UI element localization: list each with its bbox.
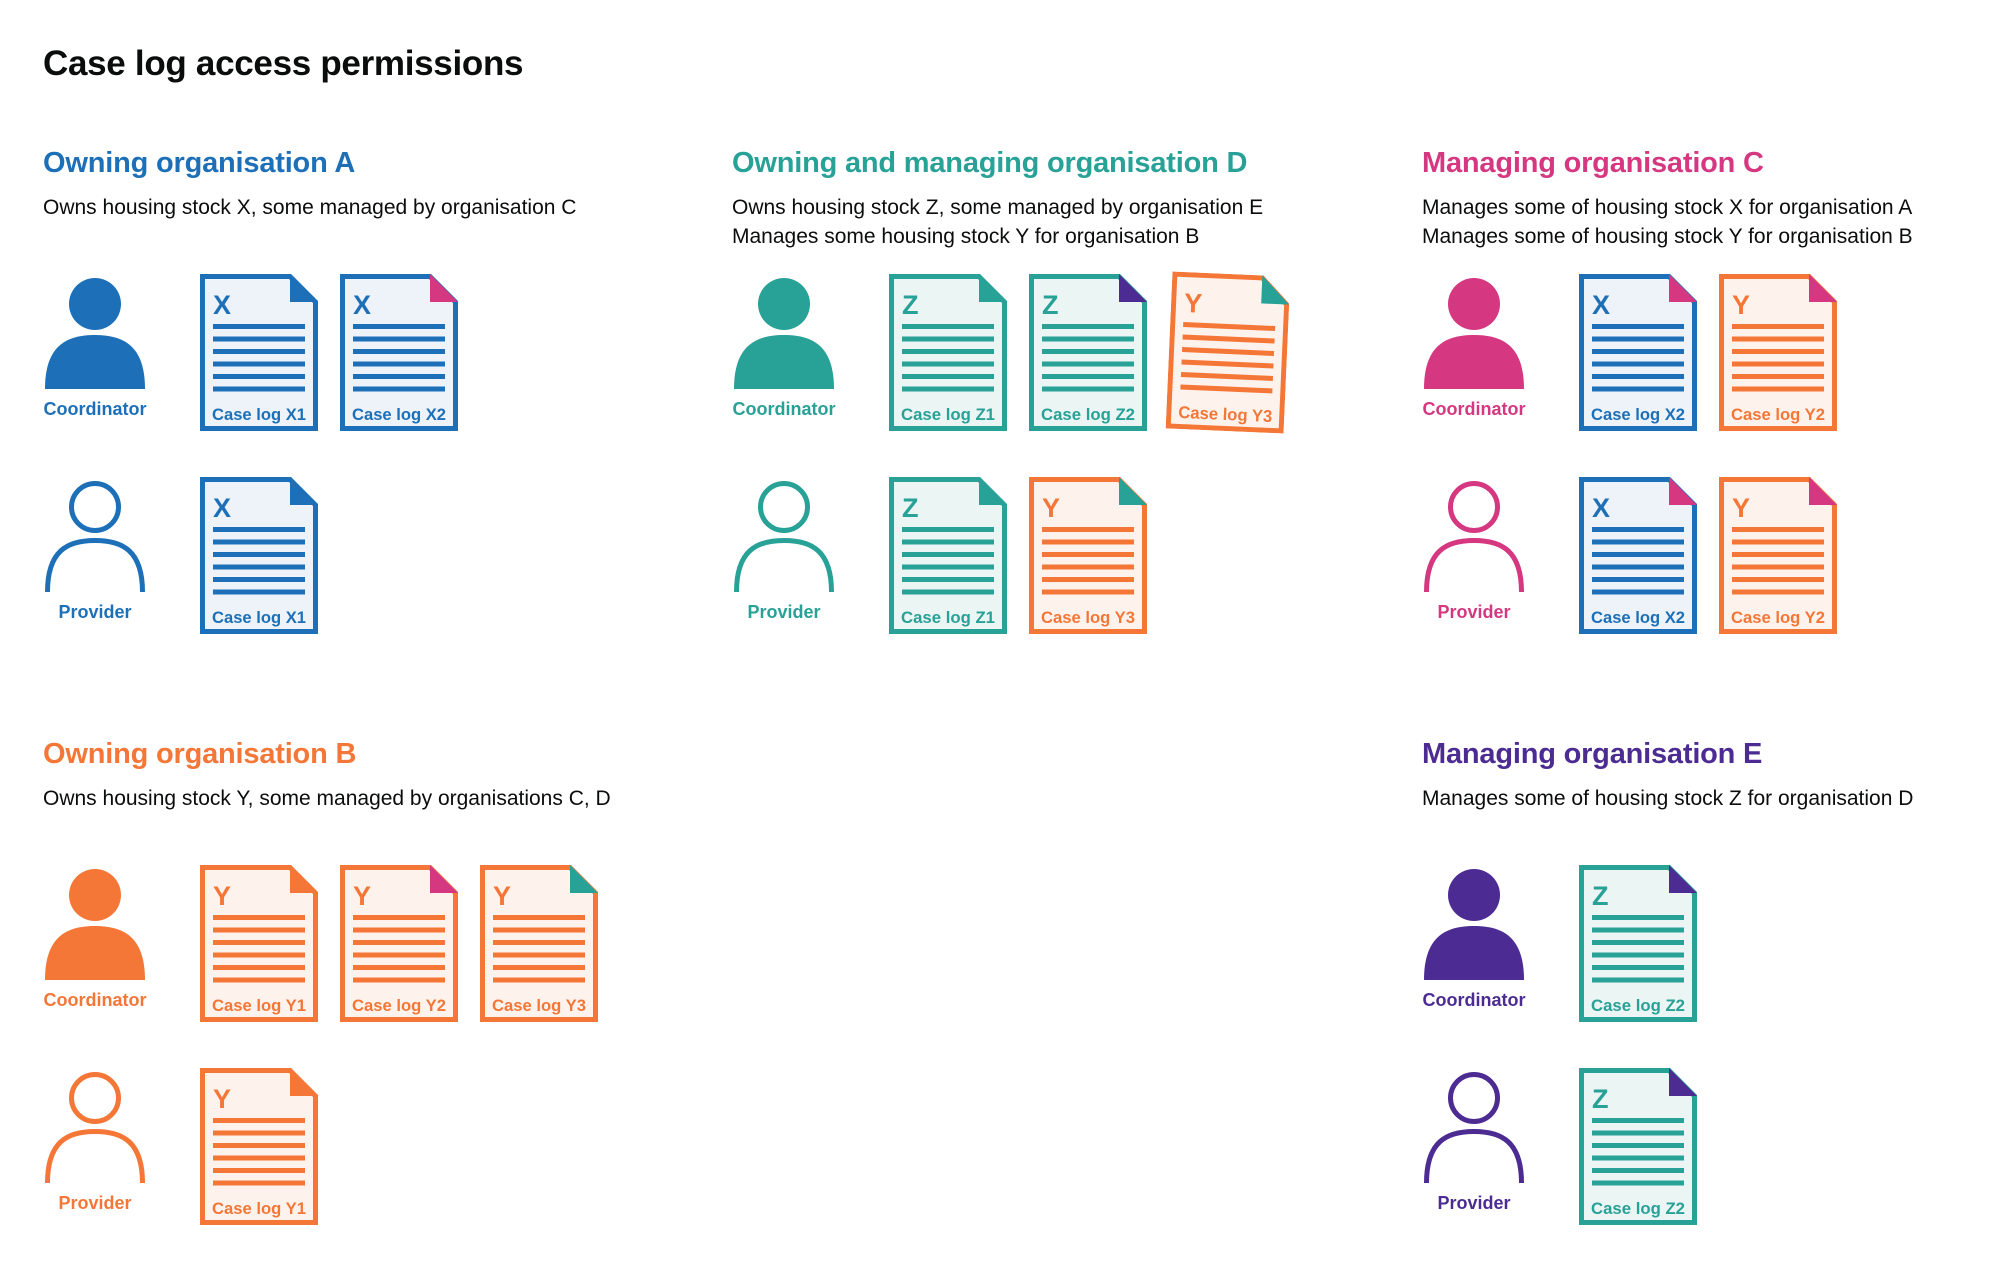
document-text-line xyxy=(213,374,305,379)
stock-letter: Z xyxy=(902,493,919,523)
coordinator-figure xyxy=(1422,274,1579,420)
folded-corner xyxy=(430,865,458,893)
document-text-line xyxy=(353,337,445,342)
provider-row xyxy=(43,1068,732,1225)
document-text-line xyxy=(1732,540,1824,545)
case-log-label: Case log X1 xyxy=(212,405,306,424)
role-label: Provider xyxy=(1437,602,1511,622)
folded-corner xyxy=(1669,1068,1697,1096)
case-log-docs xyxy=(1579,1068,1697,1225)
case-log-docs xyxy=(200,1068,318,1225)
section-owning-organisation-a xyxy=(43,147,732,634)
document-text-line xyxy=(213,1168,305,1173)
provider-row xyxy=(43,477,732,634)
section-description-line: Manages some of housing stock Y for organisation B xyxy=(1422,225,1913,248)
case-log-label: Case log Y2 xyxy=(1731,405,1825,424)
doc-case-log-x2 xyxy=(1579,274,1697,431)
document-text-line xyxy=(902,552,994,557)
document-text-line xyxy=(493,915,585,920)
folded-corner xyxy=(979,477,1007,505)
document-text-line xyxy=(213,552,305,557)
person-outline-icon xyxy=(732,480,836,592)
provider-row xyxy=(732,477,1422,634)
document-text-line xyxy=(1042,527,1134,532)
page-title: Case log access permissions xyxy=(43,44,524,83)
doc-case-log-y2 xyxy=(1719,477,1837,634)
document-text-line xyxy=(1732,374,1824,379)
section-description xyxy=(43,784,732,865)
section-description-line: Owns housing stock Z, some managed by organisation E xyxy=(732,196,1264,219)
document-text-line xyxy=(493,978,585,983)
document-text-line xyxy=(213,915,305,920)
case-log-document-icon xyxy=(200,477,318,634)
provider-figure xyxy=(43,1068,200,1214)
section-owning-organisation-b xyxy=(43,738,732,1225)
person-outline-icon xyxy=(1422,1071,1526,1183)
document-text-line xyxy=(353,387,445,392)
case-log-document-icon xyxy=(1029,477,1147,634)
case-log-label: Case log Z2 xyxy=(1591,996,1685,1015)
document-text-line xyxy=(213,1181,305,1186)
doc-case-log-z1 xyxy=(889,274,1007,431)
case-log-document-icon xyxy=(889,274,1007,431)
document-text-line xyxy=(213,1118,305,1123)
folded-corner xyxy=(979,274,1007,302)
doc-case-log-y2 xyxy=(1719,274,1837,431)
case-log-document-icon xyxy=(200,274,318,431)
document-text-line xyxy=(1592,362,1684,367)
document-text-line xyxy=(1732,349,1824,354)
document-text-line xyxy=(353,953,445,958)
coordinator-figure xyxy=(732,274,889,420)
person-filled-icon xyxy=(1422,868,1526,980)
document-text-line xyxy=(1592,374,1684,379)
document-text-line xyxy=(353,349,445,354)
coordinator-row xyxy=(43,865,732,1022)
case-log-label: Case log Y2 xyxy=(352,996,446,1015)
case-log-document-icon xyxy=(200,1068,318,1225)
section-description xyxy=(1422,193,1960,274)
stock-letter: X xyxy=(1592,493,1611,523)
person-filled-icon xyxy=(43,868,147,980)
document-text-line xyxy=(1042,577,1134,582)
case-log-document-icon xyxy=(1579,1068,1697,1225)
document-text-line xyxy=(1592,965,1684,970)
document-text-line xyxy=(1732,552,1824,557)
document-text-line xyxy=(1592,540,1684,545)
case-log-label: Case log X2 xyxy=(1591,405,1685,424)
document-text-line xyxy=(1042,324,1134,329)
document-text-line xyxy=(1042,362,1134,367)
document-text-line xyxy=(353,940,445,945)
stock-letter: Y xyxy=(493,881,512,911)
document-text-line xyxy=(213,527,305,532)
coordinator-row xyxy=(732,274,1422,431)
role-label: Provider xyxy=(747,602,821,622)
case-log-label: Case log X2 xyxy=(352,405,446,424)
provider-row xyxy=(1422,477,1960,634)
document-text-line xyxy=(1592,978,1684,983)
document-text-line xyxy=(1592,940,1684,945)
document-text-line xyxy=(353,324,445,329)
doc-case-log-y3 xyxy=(480,865,598,1022)
case-log-label: Case log X1 xyxy=(212,608,306,627)
doc-case-log-z2 xyxy=(1579,865,1697,1022)
document-text-line xyxy=(902,590,994,595)
stock-letter: Y xyxy=(353,881,372,911)
document-text-line xyxy=(1732,527,1824,532)
role-label: Provider xyxy=(1437,1193,1511,1213)
stock-letter: X xyxy=(213,290,232,320)
document-text-line xyxy=(1592,1156,1684,1161)
section-heading: Managing organisation E xyxy=(1422,738,1763,770)
document-text-line xyxy=(1592,1168,1684,1173)
stock-letter: X xyxy=(1592,290,1611,320)
document-text-line xyxy=(902,349,994,354)
person-filled-icon xyxy=(1422,277,1526,389)
folded-corner xyxy=(430,274,458,302)
document-text-line xyxy=(213,577,305,582)
stock-letter: Y xyxy=(1183,288,1203,319)
section-description xyxy=(732,193,1422,274)
document-text-line xyxy=(213,1143,305,1148)
document-text-line xyxy=(1732,337,1824,342)
doc-case-log-z1 xyxy=(889,477,1007,634)
case-log-docs xyxy=(1579,477,1837,634)
document-text-line xyxy=(902,324,994,329)
doc-case-log-y1 xyxy=(200,865,318,1022)
case-log-docs xyxy=(200,477,318,634)
document-text-line xyxy=(1592,1181,1684,1186)
folded-corner xyxy=(290,865,318,893)
document-text-line xyxy=(1732,590,1824,595)
document-text-line xyxy=(1042,387,1134,392)
document-text-line xyxy=(1732,387,1824,392)
document-text-line xyxy=(1592,324,1684,329)
case-log-document-icon xyxy=(340,865,458,1022)
coordinator-row xyxy=(1422,274,1960,431)
document-text-line xyxy=(353,915,445,920)
stock-letter: Y xyxy=(213,1084,232,1114)
case-log-document-icon xyxy=(1719,274,1837,431)
role-label: Coordinator xyxy=(732,399,836,419)
document-text-line xyxy=(1042,565,1134,570)
provider-figure xyxy=(1422,477,1579,623)
case-log-label: Case log Y3 xyxy=(492,996,586,1015)
doc-case-log-x2 xyxy=(340,274,458,431)
section-description xyxy=(1422,784,1960,865)
person-filled-icon xyxy=(732,277,836,389)
case-log-docs xyxy=(1579,274,1837,431)
document-text-line xyxy=(1592,1118,1684,1123)
person-outline-icon xyxy=(43,480,147,592)
document-text-line xyxy=(1592,387,1684,392)
document-text-line xyxy=(1592,928,1684,933)
document-text-line xyxy=(1592,337,1684,342)
case-log-document-icon xyxy=(1579,274,1697,431)
section-description-line: Manages some of housing stock X for organisation A xyxy=(1422,196,1913,219)
case-log-document-icon xyxy=(340,274,458,431)
doc-case-log-z2 xyxy=(1029,274,1147,431)
stock-letter: Z xyxy=(1042,290,1059,320)
document-text-line xyxy=(353,362,445,367)
document-text-line xyxy=(902,577,994,582)
doc-case-log-z2 xyxy=(1579,1068,1697,1225)
document-text-line xyxy=(353,965,445,970)
role-label: Coordinator xyxy=(43,990,147,1010)
section-owning-and-managing-organisation-d xyxy=(732,147,1422,634)
role-label: Provider xyxy=(58,1193,132,1213)
coordinator-figure xyxy=(1422,865,1579,1011)
coordinator-figure xyxy=(43,274,200,420)
case-log-document-icon xyxy=(1579,477,1697,634)
document-text-line xyxy=(1592,590,1684,595)
case-log-document-icon xyxy=(200,865,318,1022)
document-text-line xyxy=(493,965,585,970)
document-text-line xyxy=(1732,565,1824,570)
role-label: Provider xyxy=(58,602,132,622)
coordinator-row xyxy=(43,274,732,431)
section-managing-organisation-e xyxy=(1422,738,1960,1225)
document-text-line xyxy=(213,1131,305,1136)
document-text-line xyxy=(1592,915,1684,920)
case-log-label: Case log Y2 xyxy=(1731,608,1825,627)
document-text-line xyxy=(213,387,305,392)
provider-figure xyxy=(1422,1068,1579,1214)
section-description-line: Owns housing stock X, some managed by organisation C xyxy=(43,196,577,219)
section-heading: Owning and managing organisation D xyxy=(732,147,1248,179)
case-log-label: Case log Z2 xyxy=(1041,405,1135,424)
document-text-line xyxy=(902,540,994,545)
document-text-line xyxy=(1592,1131,1684,1136)
provider-figure xyxy=(732,477,889,623)
document-text-line xyxy=(1042,337,1134,342)
doc-case-log-x1 xyxy=(200,477,318,634)
section-description xyxy=(43,193,732,274)
case-log-docs xyxy=(200,274,458,431)
role-label: Coordinator xyxy=(1422,399,1526,419)
role-label: Coordinator xyxy=(1422,990,1526,1010)
case-log-docs xyxy=(889,477,1147,634)
document-text-line xyxy=(902,565,994,570)
case-log-label: Case log Y3 xyxy=(1041,608,1135,627)
folded-corner xyxy=(290,274,318,302)
document-text-line xyxy=(213,978,305,983)
doc-case-log-x2 xyxy=(1579,477,1697,634)
document-text-line xyxy=(1592,565,1684,570)
case-log-document-icon xyxy=(1166,272,1291,434)
document-text-line xyxy=(213,540,305,545)
document-text-line xyxy=(1042,590,1134,595)
document-text-line xyxy=(1732,362,1824,367)
person-filled-icon xyxy=(43,277,147,389)
section-description-line: Owns housing stock Y, some managed by organisations C, D xyxy=(43,787,611,810)
stock-letter: Z xyxy=(1592,1084,1609,1114)
section-description-line: Manages some of housing stock Z for organisation D xyxy=(1422,787,1914,810)
document-text-line xyxy=(493,940,585,945)
case-log-label: Case log Y1 xyxy=(212,1199,306,1218)
document-text-line xyxy=(1732,577,1824,582)
stock-letter: X xyxy=(353,290,372,320)
document-text-line xyxy=(353,928,445,933)
doc-case-log-y2 xyxy=(340,865,458,1022)
doc-case-log-y1 xyxy=(200,1068,318,1225)
stock-letter: Y xyxy=(1732,493,1751,523)
document-text-line xyxy=(493,953,585,958)
coordinator-row xyxy=(1422,865,1960,1022)
document-text-line xyxy=(213,337,305,342)
doc-case-log-y3 xyxy=(1029,477,1147,634)
document-text-line xyxy=(213,1156,305,1161)
document-text-line xyxy=(1592,552,1684,557)
provider-row xyxy=(1422,1068,1960,1225)
stock-letter: X xyxy=(213,493,232,523)
doc-case-log-y3 xyxy=(1166,272,1291,434)
person-outline-icon xyxy=(43,1071,147,1183)
case-log-label: Case log Z1 xyxy=(901,405,995,424)
document-text-line xyxy=(1042,374,1134,379)
document-text-line xyxy=(1592,349,1684,354)
case-log-label: Case log Y3 xyxy=(1177,402,1275,427)
sections-grid xyxy=(43,147,1960,1225)
role-label: Coordinator xyxy=(43,399,147,419)
document-text-line xyxy=(902,527,994,532)
section-managing-organisation-c xyxy=(1422,147,1960,634)
person-outline-icon xyxy=(1422,480,1526,592)
document-text-line xyxy=(213,953,305,958)
document-text-line xyxy=(213,324,305,329)
document-text-line xyxy=(353,374,445,379)
provider-figure xyxy=(43,477,200,623)
case-log-document-icon xyxy=(889,477,1007,634)
document-text-line xyxy=(1592,1143,1684,1148)
document-text-line xyxy=(493,928,585,933)
section-description-line: Manages some housing stock Y for organisation B xyxy=(732,225,1200,248)
document-text-line xyxy=(1592,527,1684,532)
document-text-line xyxy=(213,349,305,354)
stock-letter: Y xyxy=(1732,290,1751,320)
document-text-line xyxy=(213,965,305,970)
coordinator-figure xyxy=(43,865,200,1011)
document-text-line xyxy=(353,978,445,983)
case-log-label: Case log X2 xyxy=(1591,608,1685,627)
case-log-label: Case log Z1 xyxy=(901,608,995,627)
stock-letter: Y xyxy=(1042,493,1061,523)
case-log-document-icon xyxy=(1579,865,1697,1022)
section-heading: Owning organisation B xyxy=(43,738,357,770)
document-text-line xyxy=(1732,324,1824,329)
case-log-document-icon xyxy=(1029,274,1147,431)
document-text-line xyxy=(1042,552,1134,557)
folded-corner xyxy=(570,865,598,893)
document-text-line xyxy=(213,940,305,945)
stock-letter: Z xyxy=(902,290,919,320)
document-text-line xyxy=(902,387,994,392)
document-text-line xyxy=(1042,349,1134,354)
doc-case-log-x1 xyxy=(200,274,318,431)
section-heading: Managing organisation C xyxy=(1422,147,1764,179)
case-log-label: Case log Z2 xyxy=(1591,1199,1685,1218)
case-log-docs xyxy=(200,865,598,1022)
case-log-document-icon xyxy=(1719,477,1837,634)
stock-letter: Z xyxy=(1592,881,1609,911)
document-text-line xyxy=(1042,540,1134,545)
case-log-label: Case log Y1 xyxy=(212,996,306,1015)
document-text-line xyxy=(213,590,305,595)
document-text-line xyxy=(213,362,305,367)
document-text-line xyxy=(902,362,994,367)
section-heading: Owning organisation A xyxy=(43,147,356,179)
document-text-line xyxy=(1592,953,1684,958)
document-text-line xyxy=(902,337,994,342)
case-log-document-icon xyxy=(480,865,598,1022)
folded-corner xyxy=(290,477,318,505)
document-text-line xyxy=(213,928,305,933)
case-log-docs xyxy=(889,274,1287,431)
stock-letter: Y xyxy=(213,881,232,911)
document-text-line xyxy=(1592,577,1684,582)
document-text-line xyxy=(213,565,305,570)
document-text-line xyxy=(902,374,994,379)
case-log-docs xyxy=(1579,865,1697,1022)
